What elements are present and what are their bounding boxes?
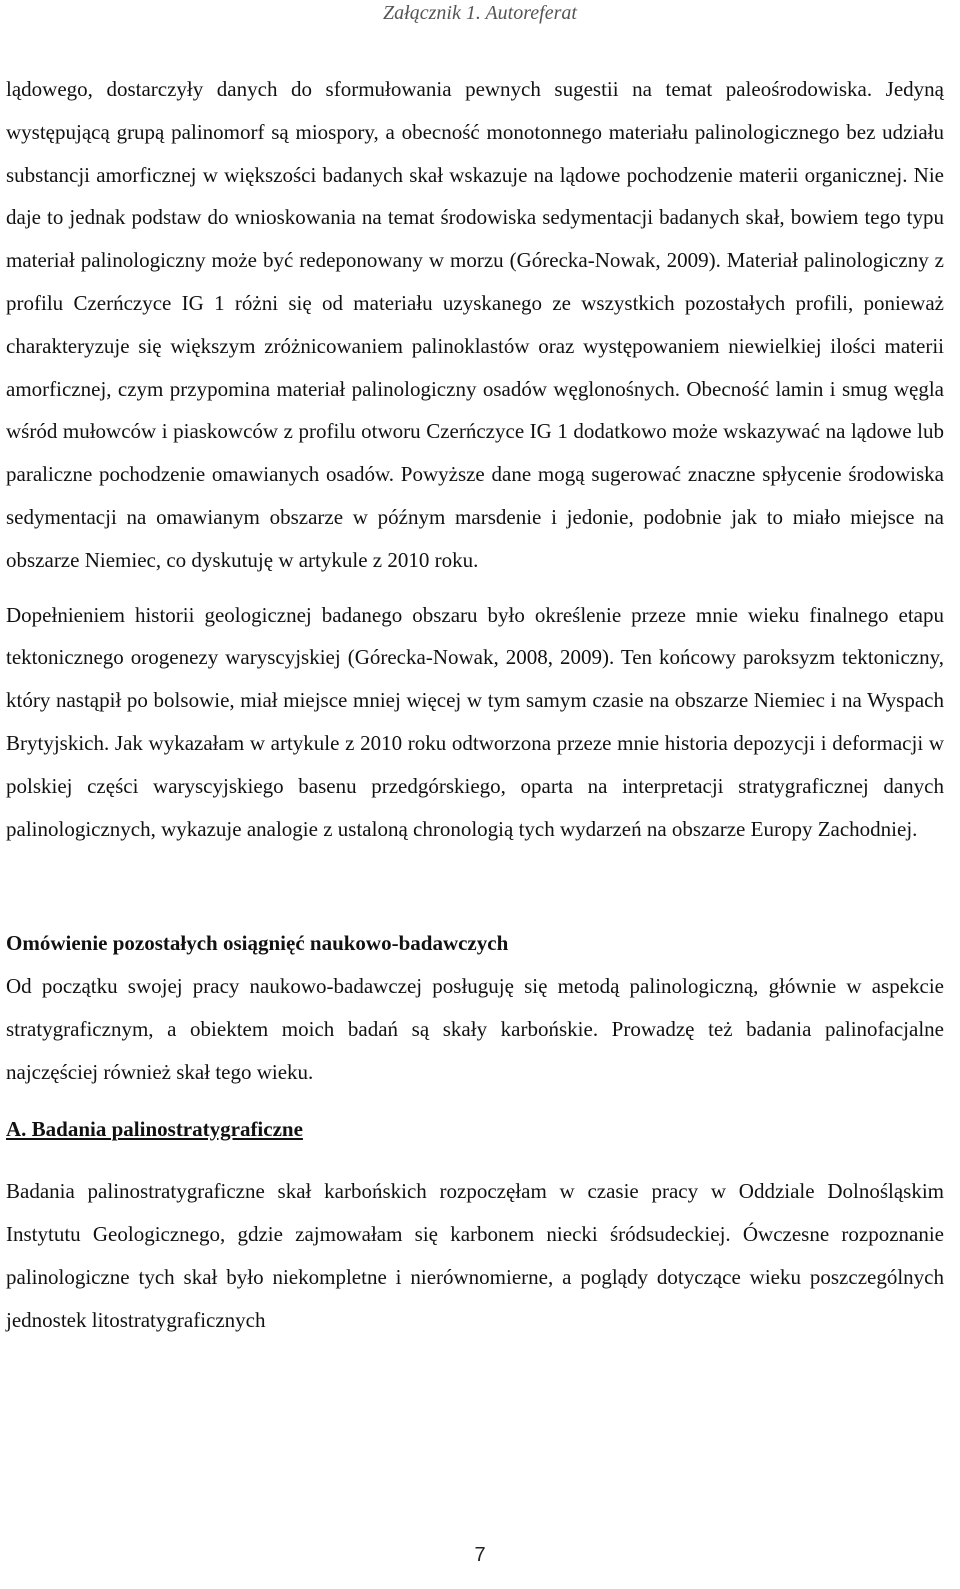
- paragraph-tectonic-history: Dopełnieniem historii geologicznej badanego obszaru było określenie przeze mnie wieku finalnego etapu tektonicznego orogenezy waryscyjskiej (Górecka-Nowak, 2008, 2009). Ten końcowy paroksyzm tektoniczny, który nastąpił po bolsowie, miał miejsce mniej więcej w tym samym czasie na obszarze Niemiec i na Wyspach Brytyjskich. Jak wykazałam w artykule z 2010 roku odtworzona przeze mnie historia depozycji i deformacji w polskiej części waryscyjskiego basenu przedgórskiego, oparta na interpretacji stratygraficznej danych palinologicznych, wykazuje analogie z ustaloną chronologią tych wydarzeń na obszarze Europy Zachodniej.: [6, 602, 944, 841]
- document-body: [6, 68, 944, 1342]
- paragraph-palynostratigraphy: Badania palinostratygraficzne skał karbońskich rozpoczęłam w czasie pracy w Oddziale Dolnośląskim Instytutu Geologicznego, gdzie zajmowałam się karbonem niecki śródsudeckiej. Ówczesne rozpoznanie palinologiczne tych skał było niekompletne i nierównomierne, a poglądy dotyczące wieku poszczególnych jednostek litostratygraficznych: [6, 1179, 944, 1333]
- subsection-heading: A. Badania palinostratygraficzne: [6, 1116, 303, 1141]
- section-heading: Omówienie pozostałych osiągnięć naukowo-badawczych: [6, 931, 509, 956]
- paragraph-research-overview: Od początku swojej pracy naukowo-badawczej posługuję się metodą palinologiczną, głównie w aspekcie stratygraficznym, a obiektem moich badań są skały karbońskie. Prowadzę też badania palinofacjalne najczęściej również skał tego wieku.: [6, 974, 944, 1084]
- page-header: Załącznik 1. Autoreferat: [383, 2, 577, 24]
- page-number: 7: [474, 1544, 486, 1566]
- paragraph-paleoenvironment: lądowego, dostarczyły danych do sformułowania pewnych sugestii na temat paleośrodowiska. Jedyną występującą grupą palinomorf są miospory, a obecność monotonnego materiału palinologicznego bez udziału substancji amorficznej w większości badanych skał wskazuje na lądowe pochodzenie materii organicznej. Nie daje to jednak podstaw do wnioskowania na temat środowiska sedymentacji badanych skał, bowiem tego typu materiał palinologiczny może być redeponowany w morzu (Górecka-Nowak, 2009). Materiał palinologiczny z profilu Czerńczyce IG 1 różni się od materiału uzyskanego ze wszystkich pozostałych profili, ponieważ charakteryzuje się większym zróżnicowaniem palinoklastów oraz występowaniem niewielkiej ilości materii amorficznej, czym przypomina materiał palinologiczny osadów węglonośnych. Obecność lamin i smug węgla wśród mułowców i piaskowców z profilu otworu Czerńczyce IG 1 dodatkowo może wskazywać na lądowe lub paraliczne pochodzenie omawianych osadów. Powyższe dane mogą sugerować znaczne spłycenie środowiska sedymentacji na omawianym obszarze w późnym marsdenie i jedonie, podobnie jak to miało miejsce na obszarze Niemiec, co dyskutuję w artykule z 2010 roku.: [6, 77, 944, 572]
